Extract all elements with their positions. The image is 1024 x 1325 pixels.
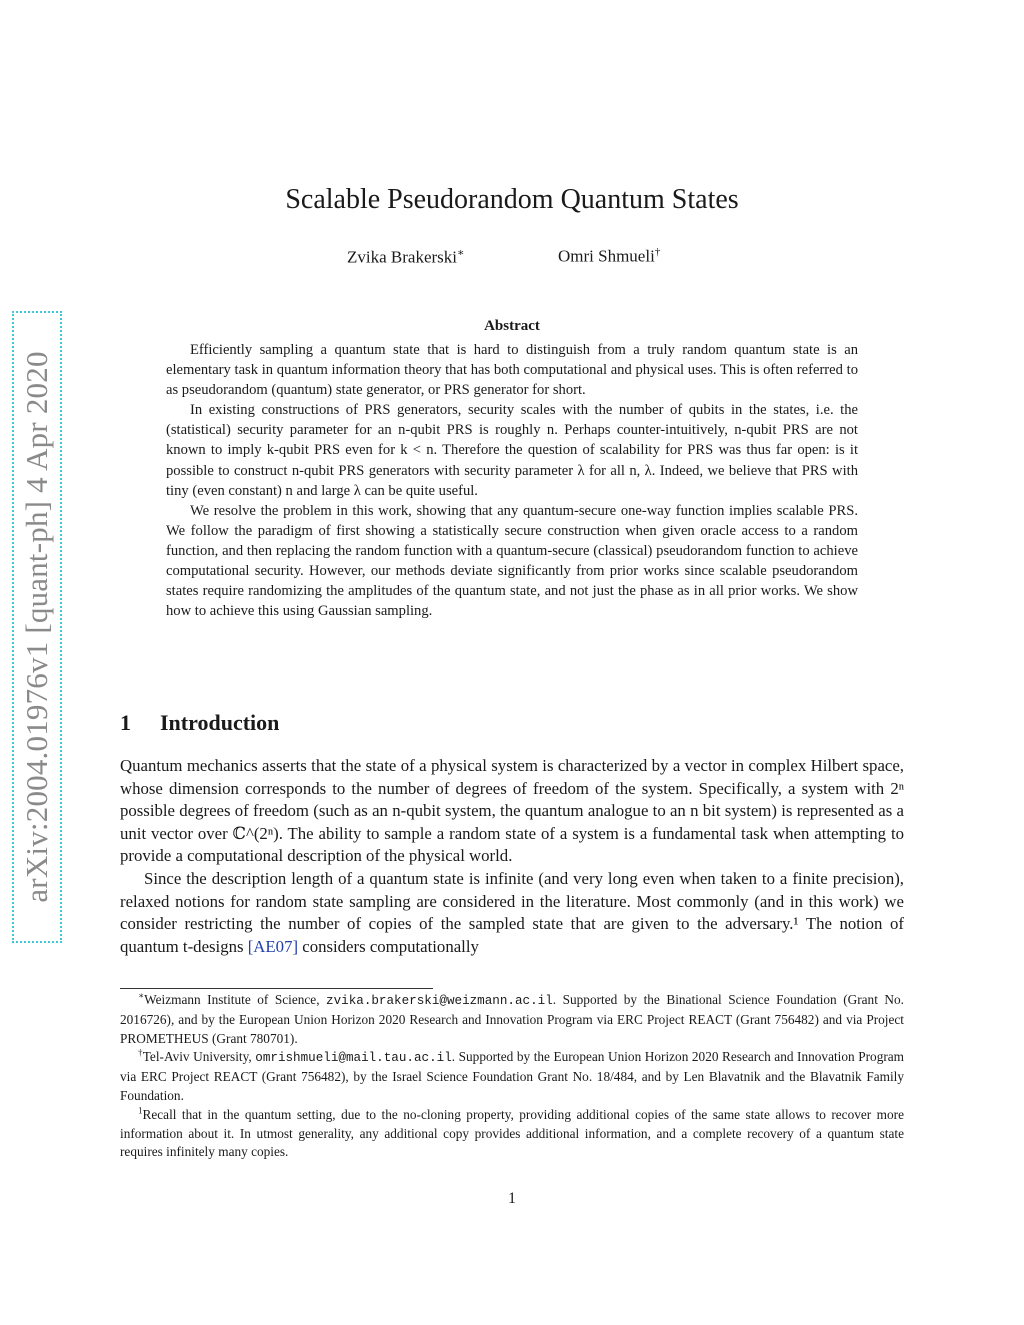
- abstract: [166, 340, 858, 621]
- page-number: 1: [508, 1190, 516, 1207]
- author-1-name: Zvika Brakerski: [347, 247, 457, 267]
- footnote-2-text: Tel-Aviv University,: [142, 1049, 252, 1065]
- author-2-mark: †: [654, 246, 661, 258]
- section-number: 1: [120, 710, 131, 735]
- email-link-1[interactable]: zvika.brakerski@weizmann.ac.il: [326, 994, 553, 1008]
- footnote-1-mark: ∗: [138, 990, 145, 1001]
- footnote-3-text: Recall that in the quantum setting, due to the no-cloning property, providing additional copies of the same state allows to recover more information about it. In utmost generality, any additional copy provides additional information, and a complete recovery of a quantum state requires infinitely many copies.: [120, 1106, 904, 1160]
- abstract-heading: Abstract: [484, 318, 540, 334]
- author-2-name: Omri Shmueli: [558, 246, 655, 266]
- body-text: [120, 755, 904, 958]
- footnote-2-rest: . Supported by the European Union Horizon 2020 Research and Innovation Program via ERC Project REACT (Grant 756482), by the Israel Science Foundation Grant No. 18/484, and by Len Blavatnik and the Blavatnik Family Foundation.: [120, 1049, 905, 1103]
- citation-link[interactable]: [AE07]: [247, 936, 299, 956]
- footnotes: [120, 991, 904, 1162]
- footnote-1: [120, 1106, 904, 1162]
- body-paragraph-1: Quantum mechanics asserts that the state of a physical system is characterized by a vector in complex Hilbert space, whose dimension corresponds to the number of degrees of freedom of the system. Specifically, a system with 2ⁿ possible degrees of freedom (such as an n-qubit system, the quantum analogue to an n bit system) is represented as a unit vector over ℂ^(2ⁿ). The ability to sample a random state of a system is a fundamental task when attempting to provide a computational description of the physical world.: [120, 756, 904, 866]
- footnote-3-mark: 1: [138, 1105, 143, 1116]
- footnote-rule: [120, 988, 433, 989]
- author-2: [558, 246, 660, 267]
- author-1-mark: ∗: [457, 247, 465, 259]
- email-link-2[interactable]: omrishmueli@mail.tau.ac.il: [255, 1051, 452, 1066]
- arxiv-id: arXiv:2004.01976v1 [quant-ph] 4 Apr 2020: [19, 351, 54, 903]
- footnote-affiliation-1: [120, 991, 904, 1048]
- body-paragraph-2: Since the description length of a quantum state is infinite (and very long even when taken to a finite precision), relaxed notions for random state sampling are considered in the literature. Most commonly (and in this work) we consider restricting the number of copies of the sampled state that are given to the adversary.¹ The notion of quantum t-designs [AE07] considers computationally: [120, 868, 904, 956]
- section-title: Introduction: [160, 710, 280, 735]
- abstract-paragraph-1: Efficiently sampling a quantum state that is hard to distinguish from a truly random quantum state is an elementary task in quantum information theory that has both computational and physical uses. This is often referred to as pseudorandom (quantum) state generator, or PRS generator for short.: [166, 342, 858, 399]
- abstract-paragraph-2: In existing constructions of PRS generators, security scales with the number of qubits in the states, i.e. the (statistical) security parameter for an n-qubit PRS is roughly n. Perhaps counter-intuitively, n-qubit PRS are not known to imply k-qubit PRS even for k < n. Therefore the question of scalability for PRS was thus far open: is it possible to construct n-qubit PRS generators with security parameter λ for all n, λ. Indeed, we believe that PRS with tiny (even constant) n and large λ can be quite useful.: [166, 402, 858, 499]
- footnote-affiliation-2: [120, 1048, 904, 1105]
- section-heading: [120, 710, 279, 736]
- paper-title: Scalable Pseudorandom Quantum States: [285, 184, 739, 215]
- abstract-paragraph-3: We resolve the problem in this work, showing that any quantum-secure one-way function implies scalable PRS. We follow the paradigm of first showing a statistically secure construction when given oracle access to a random function, and then replacing the random function with a quantum-secure (classical) pseudorandom function to achieve computational security. However, our methods deviate significantly from prior works since scalable pseudorandom states require randomizing the amplitudes of the quantum state, and not just the phase as in all prior works. We show how to achieve this using Gaussian sampling.: [166, 502, 858, 620]
- author-1: [347, 246, 464, 268]
- footnote-1-text: Weizmann Institute of Science,: [144, 992, 320, 1007]
- footnote-2-mark: †: [138, 1047, 143, 1058]
- footnote-1-rest: . Supported by the Binational Science Foundation (Grant No. 2016726), and by the European Union Horizon 2020 Research and Innovation Program via ERC Project REACT (Grant 756482) and via Project PROMETHEUS (Grant 780701).: [120, 992, 904, 1046]
- arxiv-stamp: [12, 311, 62, 943]
